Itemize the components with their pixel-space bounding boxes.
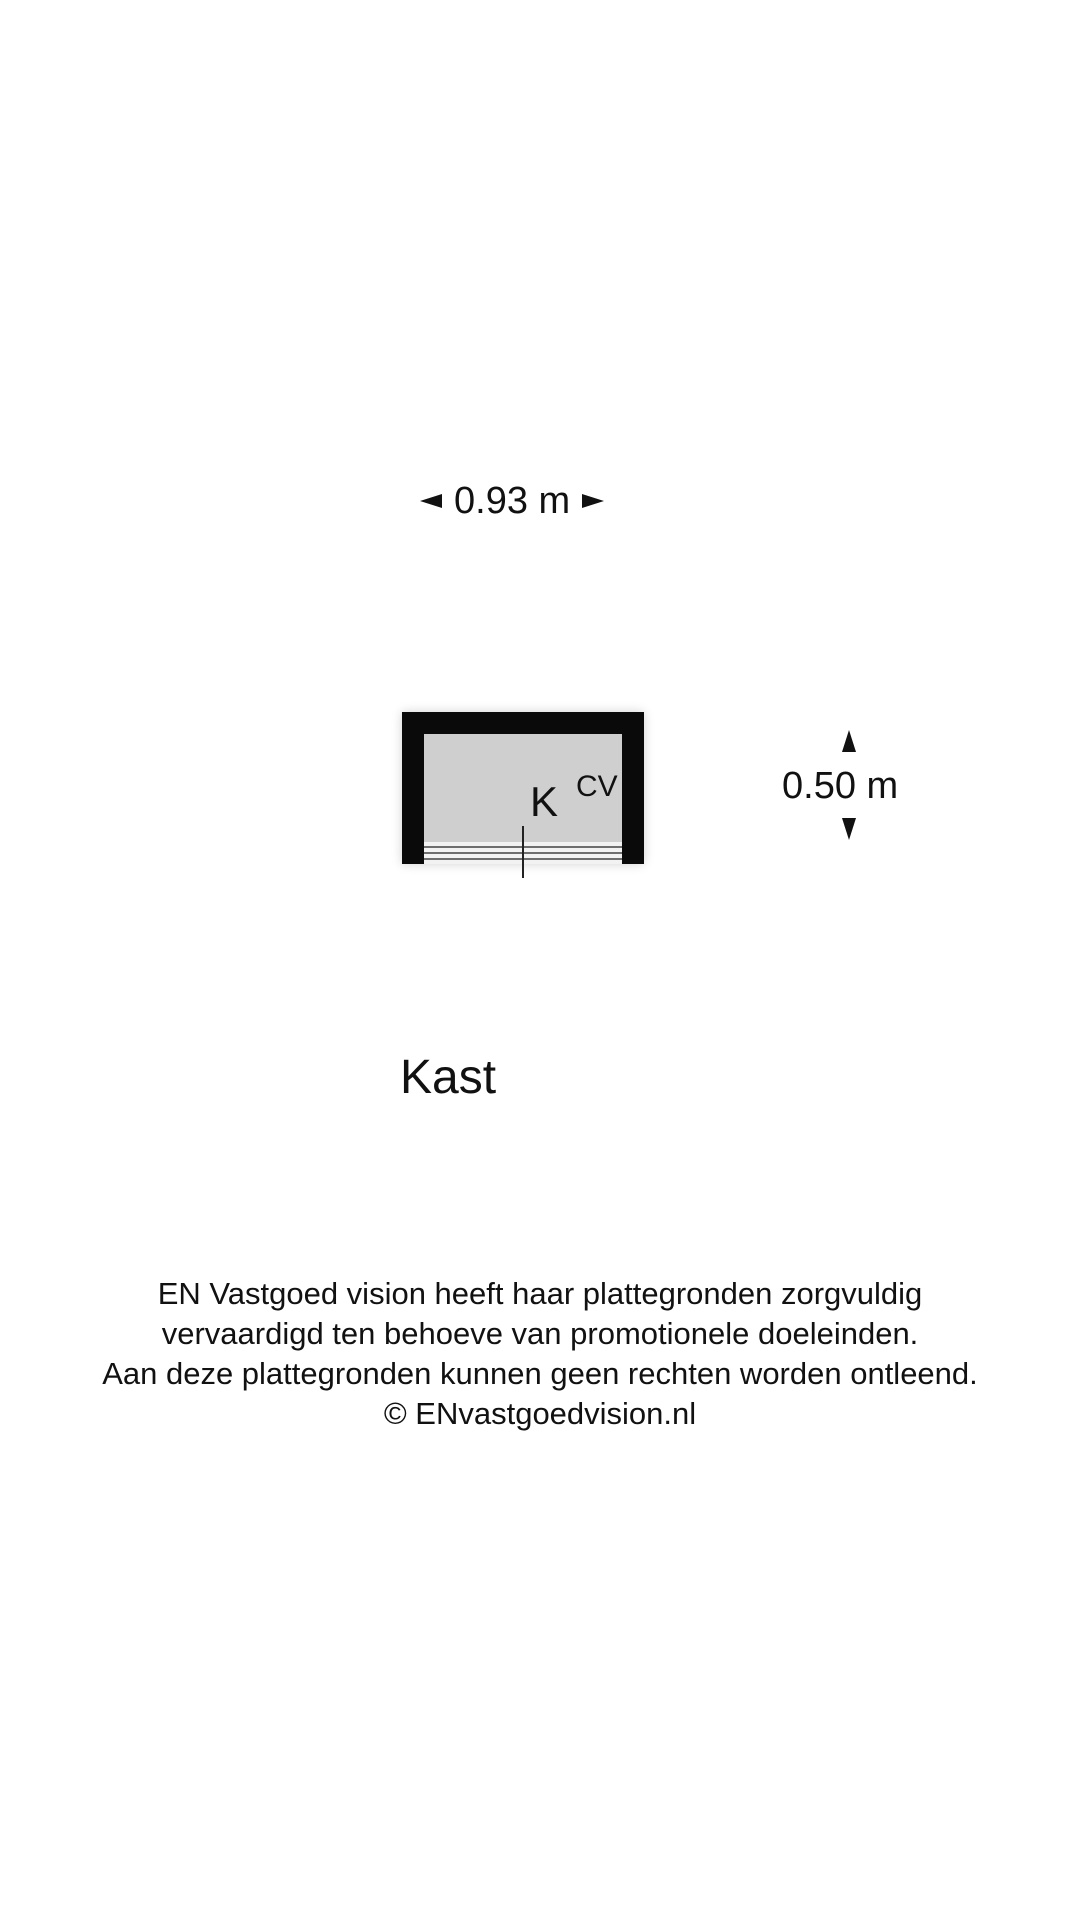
copyright-line: © ENvastgoedvision.nl (383, 1396, 697, 1431)
disclaimer-line: EN Vastgoed vision heeft haar plattegronden zorgvuldig (157, 1276, 923, 1311)
disclaimer (0, 1274, 1080, 1434)
arrow-down-icon (842, 818, 856, 840)
arrow-left-icon (420, 494, 442, 508)
room-annotation: CV (576, 770, 618, 803)
arrow-up-icon (842, 730, 856, 752)
room-name-label: Kast (400, 1051, 497, 1104)
arrow-right-icon (582, 494, 604, 508)
height-dimension-label: 0.50 m (782, 765, 899, 807)
door-divider (522, 826, 524, 878)
disclaimer-line: Aan deze plattegronden kunnen geen rechten worden ontleend. (102, 1356, 978, 1391)
room-symbol: K (530, 778, 559, 825)
room-kast (402, 712, 644, 864)
height-dimension (782, 730, 932, 842)
width-dimension-label: 0.93 m (454, 480, 571, 522)
width-dimension (420, 478, 604, 524)
disclaimer-line: vervaardigd ten behoeve van promotionele doeleinden. (161, 1316, 919, 1351)
